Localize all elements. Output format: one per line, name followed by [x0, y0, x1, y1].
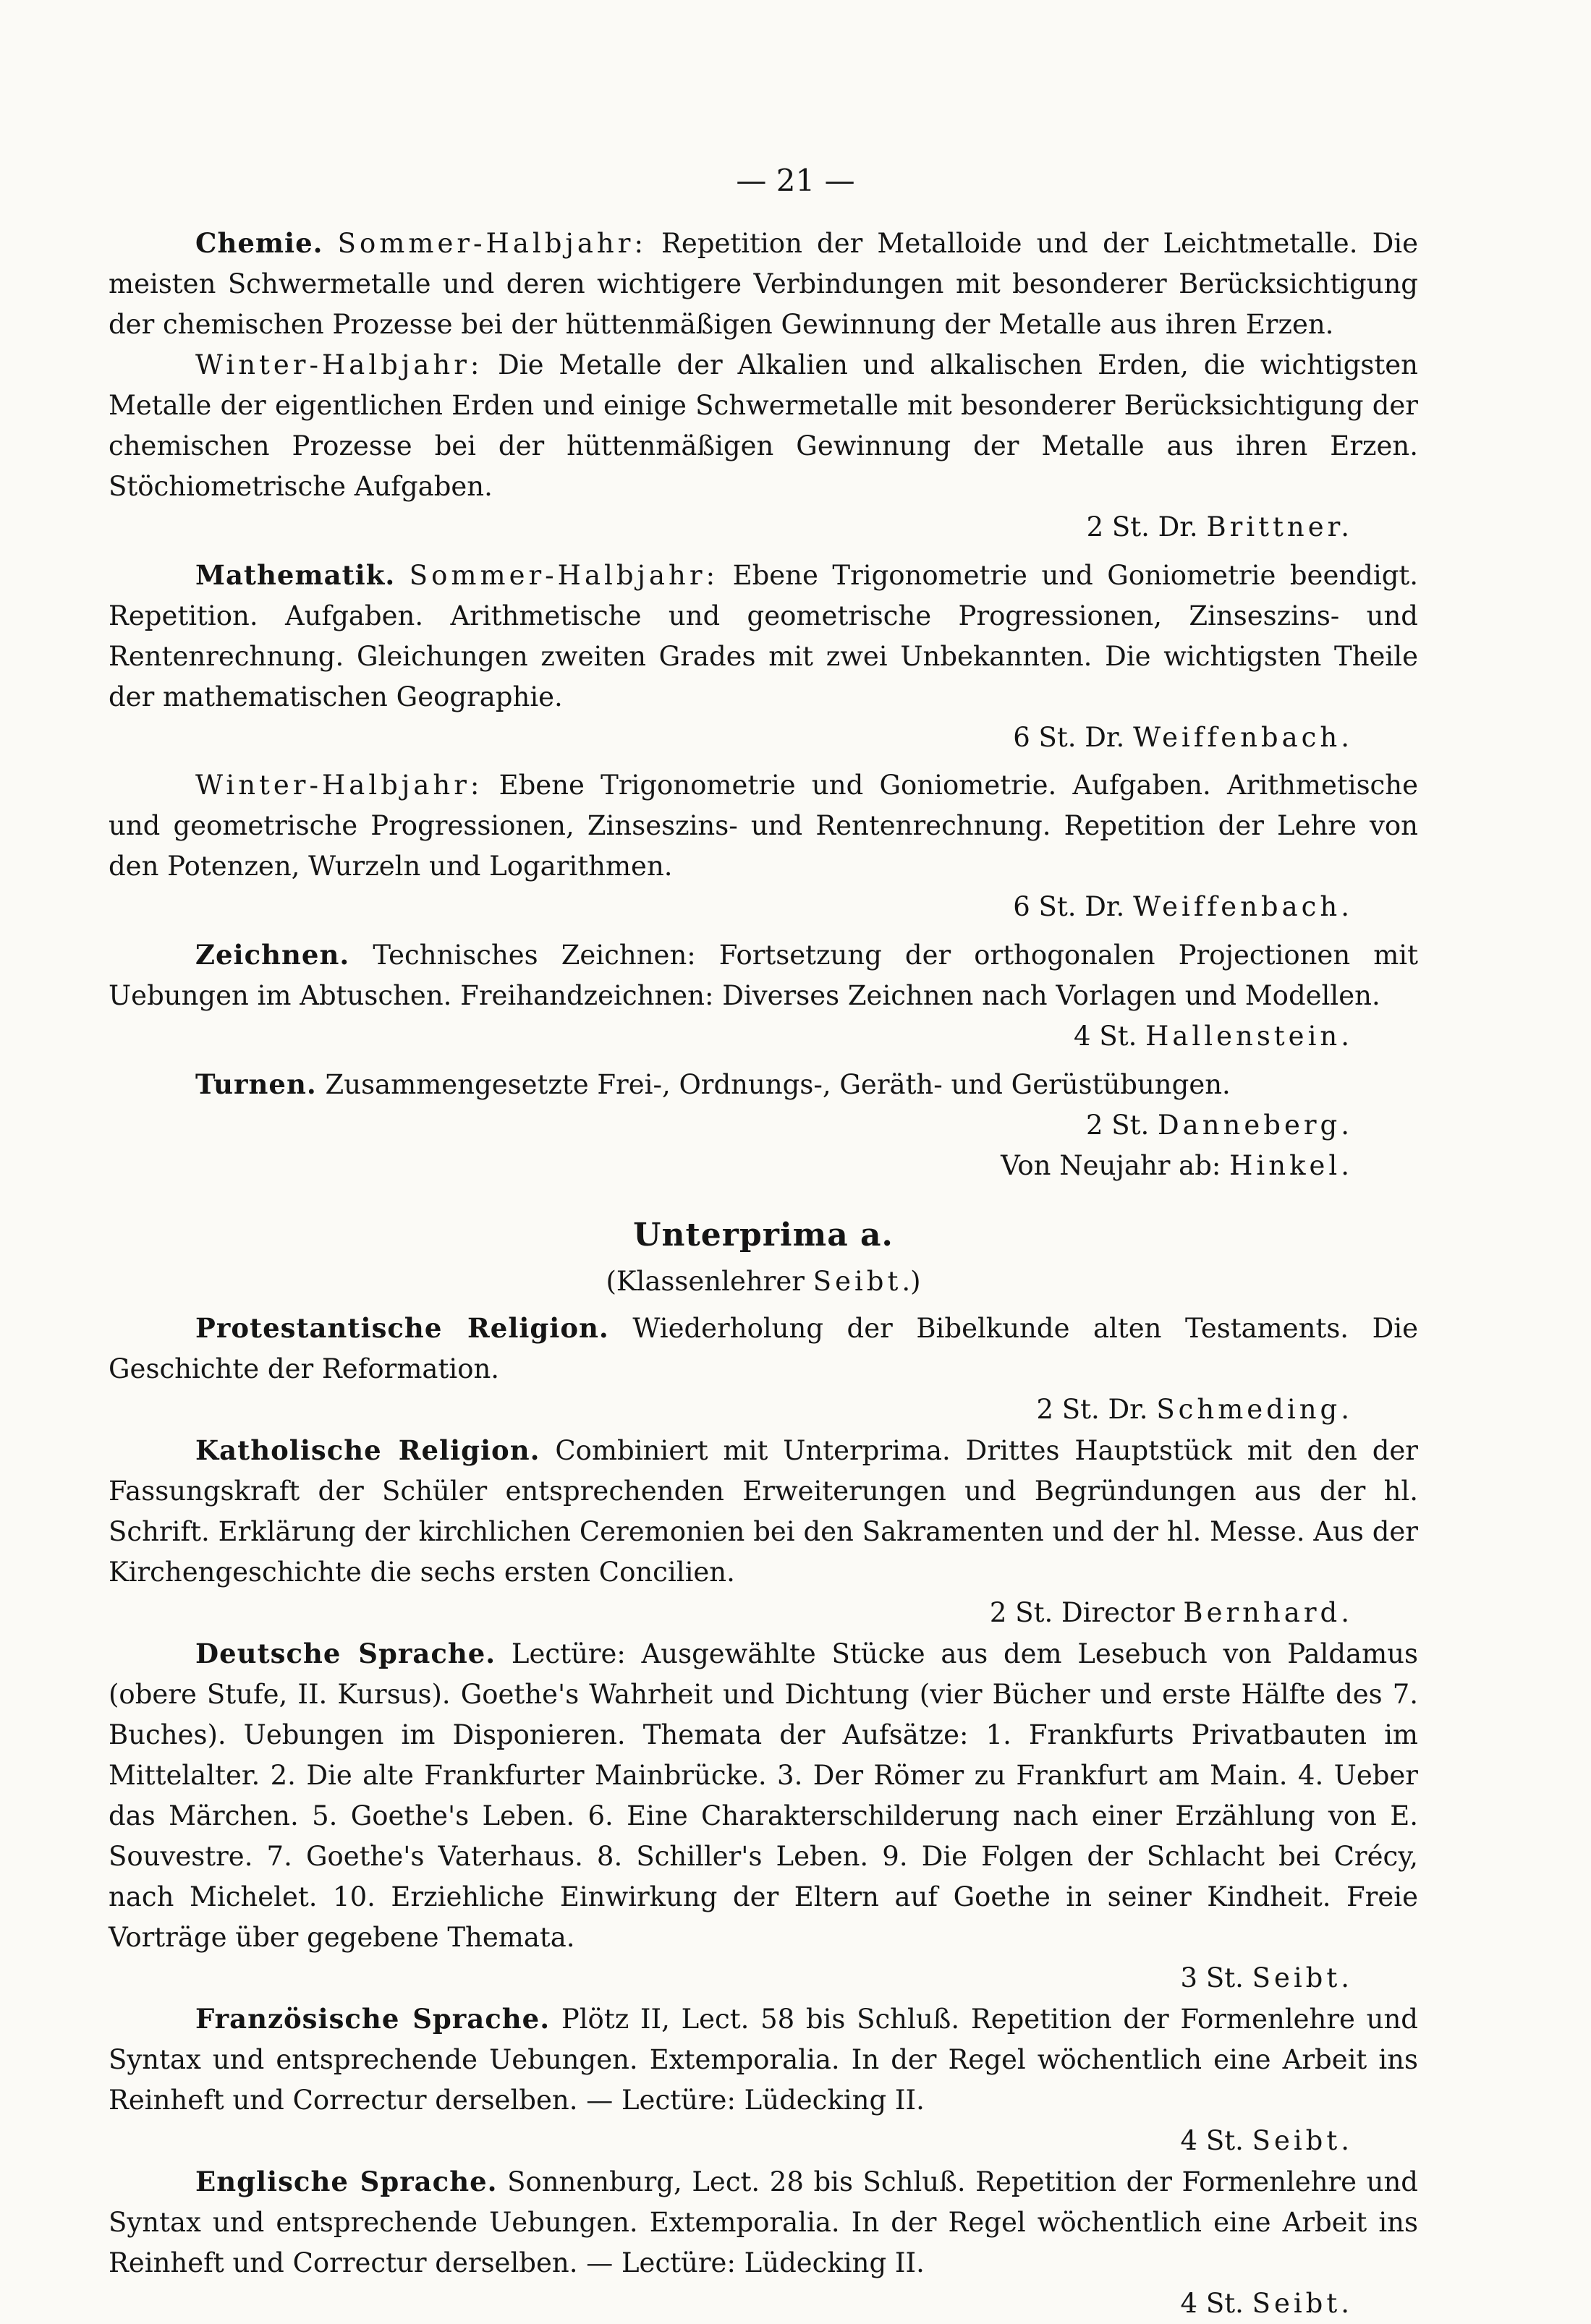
paragraph-mathematik-winter	[109, 765, 1418, 887]
hours: 2 St. Dr.	[1036, 1394, 1148, 1425]
paragraph-deutsch	[109, 1633, 1418, 1958]
paragraph-text: Technisches Zeichnen: Fortsetzung der orthogonalen Projectionen mit Uebungen im Abtuschen. Freihandzeichnen: Diverses Zeichnen nach Vorlagen und Modellen.	[109, 940, 1418, 1011]
paragraph-mathematik	[109, 555, 1418, 718]
subject-heading: Chemie.	[195, 227, 323, 259]
paragraph-text: Die Metalle der Alkalien und alkalischen Erden, die wichtigsten Metalle der eigentlichen Erden und einige Schwermetalle mit besonderer Berücksichtigung der chemischen Prozesse bei der hüttenmäßigen Gewinnung der Metalle aus ihren Erzen. Stöchiometrische Aufgaben.	[109, 349, 1418, 502]
subject-heading: Protestantische Religion.	[195, 1312, 609, 1344]
term-label: Winter-Halbjahr:	[195, 349, 483, 380]
teacher-line	[109, 1389, 1418, 1430]
teacher-name: Hinkel.	[1229, 1150, 1353, 1181]
class-teacher-name: Seibt	[813, 1266, 902, 1297]
teacher-line	[109, 1105, 1418, 1146]
hours: 4 St.	[1180, 2125, 1244, 2156]
term-label: Winter-Halbjahr:	[195, 770, 483, 801]
paragraph-text: Zusammengesetzte Frei-, Ordnungs-, Geräth- und Gerüstübungen.	[316, 1069, 1231, 1100]
subject-heading: Deutsche Sprache.	[195, 1638, 496, 1669]
paragraph-text: Wiederholung der Bibelkunde alten Testaments. Die Geschichte der Reformation.	[109, 1313, 1419, 1384]
hours: 6 St. Dr.	[1013, 891, 1125, 922]
teacher-line	[109, 507, 1418, 548]
paragraph-text: Repetition der Metalloide und der Leichtmetalle. Die meisten Schwermetalle und deren wichtigere Verbindungen mit besonderer Berücksichtigung der chemischen Prozesse bei der hüttenmäßigen Gewinnung der Metalle aus ihren Erzen.	[109, 228, 1418, 340]
teacher-line	[109, 1958, 1418, 1999]
teacher-line	[109, 1593, 1418, 1633]
hours: 4 St.	[1180, 2288, 1244, 2319]
teacher-name: Bernhard.	[1183, 1597, 1353, 1628]
paragraph-kath-religion	[109, 1430, 1418, 1593]
teacher-name: Weiffenbach.	[1133, 891, 1353, 922]
section-subtitle-close: .)	[901, 1266, 921, 1297]
hours: 4 St.	[1074, 1021, 1137, 1052]
subject-heading: Mathematik.	[195, 559, 396, 591]
hours: 2 St.	[1085, 1110, 1150, 1141]
teacher-line	[109, 2283, 1418, 2324]
subject-heading: Französische Sprache.	[195, 2003, 551, 2035]
teacher-line-extra	[109, 1146, 1418, 1186]
subject-heading: Englische Sprache.	[195, 2166, 498, 2197]
page-number: — 21 —	[736, 163, 855, 198]
section-subtitle	[109, 1261, 1418, 1302]
subject-heading: Katholische Religion.	[195, 1434, 540, 1466]
subject-heading: Turnen.	[195, 1068, 317, 1100]
teacher-name: Seibt.	[1252, 2288, 1353, 2319]
hours: 2 St. Dr.	[1086, 511, 1198, 542]
teacher-name: Seibt.	[1252, 2125, 1353, 2156]
paragraph-text: Ebene Trigonometrie und Goniometrie beendigt. Repetition. Aufgaben. Arithmetische und geometrische Progressionen, Zinseszins- und Rentenrechnung. Gleichungen zweiten Grades mit zwei Unbekannten. Die wichtigsten Theile der mathematischen Geographie.	[109, 560, 1419, 712]
term-label: Sommer-Halbjahr:	[337, 228, 647, 259]
hours: 2 St. Director	[989, 1597, 1175, 1628]
hours: 3 St.	[1180, 1962, 1244, 1993]
teacher-line	[109, 718, 1418, 758]
paragraph-zeichnen	[109, 935, 1418, 1016]
paragraph-franzoesisch	[109, 1999, 1418, 2121]
paragraph-turnen	[109, 1064, 1418, 1105]
paragraph-text: Sonnenburg, Lect. 28 bis Schluß. Repetition der Formenlehre und Syntax und entsprechende Uebungen. Extemporalia. In der Regel wöchentlich eine Arbeit ins Reinheft und Correctur derselben. — Lectüre: Lüdecking II.	[109, 2166, 1418, 2278]
page-content	[109, 223, 1418, 2324]
paragraph-prot-religion	[109, 1308, 1418, 1389]
paragraph-chemie	[109, 223, 1418, 345]
term-label: Sommer-Halbjahr:	[409, 560, 719, 591]
paragraph-text: Lectüre: Ausgewählte Stücke aus dem Lesebuch von Paldamus (obere Stufe, II. Kursus). Goethe's Wahrheit und Dichtung (vier Bücher und erste Hälfte des 7. Buches). Uebungen im Disponieren. Themata der Aufsätze: 1. Frankfurts Privatbauten im Mittelalter. 2. Die alte Frankfurter Mainbrücke. 3. Der Römer zu Frankfurt am Main. 4. Ueber das Märchen. 5. Goethe's Leben. 6. Eine Charakterschilderung nach einer Erzählung von E. Souvestre. 7. Goethe's Vaterhaus. 8. Schiller's Leben. 9. Die Folgen der Schlacht bei Crécy, nach Michelet. 10. Erziehliche Einwirkung der Eltern auf Goethe in seiner Kindheit. Freie Vorträge über gegebene Themata.	[109, 1638, 1418, 1953]
paragraph-englisch	[109, 2161, 1418, 2283]
paragraph-text: Plötz II, Lect. 58 bis Schluß. Repetition der Formenlehre und Syntax und entsprechende Uebungen. Extemporalia. In der Regel wöchentlich eine Arbeit ins Reinheft und Correctur derselben. — Lectüre: Lüdecking II.	[109, 2004, 1418, 2116]
paragraph-chemie-winter	[109, 345, 1418, 507]
teacher-name: Weiffenbach.	[1133, 722, 1353, 753]
teacher-name: Brittner.	[1206, 511, 1353, 542]
teacher-name: Danneberg.	[1158, 1110, 1353, 1141]
teacher-name: Schmeding.	[1156, 1394, 1353, 1425]
hours: 6 St. Dr.	[1013, 722, 1125, 753]
teacher-line	[109, 887, 1418, 927]
paragraph-text: Ebene Trigonometrie und Goniometrie. Aufgaben. Arithmetische und geometrische Progressionen, Zinseszins- und Rentenrechnung. Repetition der Lehre von den Potenzen, Wurzeln und Logarithmen.	[109, 770, 1418, 882]
teacher-line	[109, 2121, 1418, 2161]
teacher-name: Seibt.	[1252, 1962, 1353, 1993]
teacher-note: Von Neujahr ab:	[1001, 1150, 1221, 1181]
paragraph-text: Combiniert mit Unterprima. Drittes Hauptstück mit den der Fassungskraft der Schüler entsprechenden Erweiterungen und Begründungen aus der hl. Schrift. Erklärung der kirchlichen Ceremonien bei den Sakramenten und der hl. Messe. Aus der Kirchengeschichte die sechs ersten Concilien.	[109, 1435, 1418, 1588]
subject-heading: Zeichnen.	[195, 939, 350, 971]
section-title: Unterprima a.	[633, 1217, 894, 1253]
teacher-name: Hallenstein.	[1145, 1021, 1353, 1052]
section-subtitle-open: (Klassenlehrer	[606, 1266, 805, 1297]
teacher-line	[109, 1016, 1418, 1057]
